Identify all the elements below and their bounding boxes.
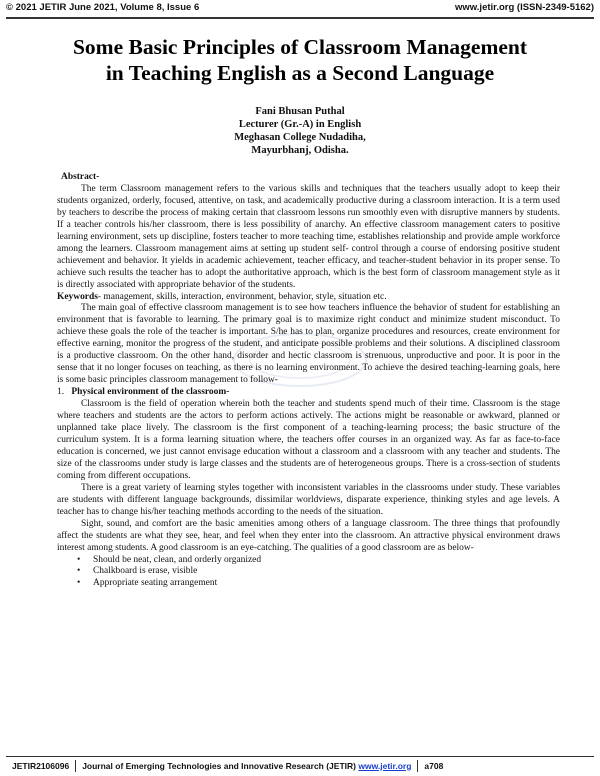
footer-journal-name: Journal of Emerging Technologies and Innovative Research (JETIR) — [82, 760, 359, 771]
section-1-number: 1. — [57, 387, 65, 398]
section-1-paragraph-3: Sight, sound, and comfort are the basic amenities among others of a language classroom. The three things that profoundly affect the students are what they see, hear, and feel when they enter into the classroom. An attractive physical environment draws interest among students. A good classroom is an eye-catching. The qualities of a good classroom are as below- — [57, 518, 560, 553]
section-1-title: Physical environment of the classroom- — [71, 387, 230, 398]
footer-page-number: a708 — [424, 760, 444, 771]
section-1-heading — [57, 387, 560, 399]
paper-title — [20, 34, 580, 86]
author-block — [20, 105, 580, 157]
abstract-text: The term Classroom management refers to the various skills and techniques that the teachers usually adopt to keep their students organized, orderly, focused, attentive, on task, and academically productive during a classroom interaction. It is a term used by teachers to describe the process of making certain that classroom lessons run smoothly even with disruptive manners by students. If a teacher controls his/her classroom, there is less possibility of anarchy. An effective classroom management caters to positive learning environment, sets up discipline, fosters teacher to more teaching time, establishes relationship and provide ample workforce among the learners. Classroom management aims at setting up student self- control through a course of endorsing positive student achievement and behavior. It yields in academic achievement, teacher efficacy, and teacher-student behavior in its proper sense. To achieve such results the teacher has to adopt the authoritative approach, which is the best form of classroom management style as it is directly associated with appropriate behavior of the students. — [57, 183, 560, 290]
footer-journal-link[interactable]: www.jetir.org — [358, 760, 412, 771]
footer-article-code: JETIR2106096 — [12, 760, 70, 771]
intro-paragraph: The main goal of effective classroom management is to see how teachers influence the behavior of student for establishing an environment that is favorable to learning. The primary goal is to maximize right conduct and minimize student misconduct. To achieve these goals the role of the teacher is important. S/he has to plan, organize procedures and resources, create environment for effective earning, monitor the progress of the student, and anticipate possible problems and their solutions. A disciplined classroom is a productive classroom. On the other hand, disorder and hectic classroom is strenuous, unproductive and poor. It is poor in the sense that it no longer focuses on teaching, as there is no learning environment. To achieve the desired teaching-learning goals, here is some basic principles classroom management to follow- — [57, 303, 560, 386]
bullet-icon: • — [77, 566, 81, 577]
author-position: Lecturer (Gr.-A) in English — [238, 119, 362, 130]
list-item: • Chalkboard is erase, visible — [77, 566, 198, 577]
author-college: Meghasan College Nudadiha, — [234, 132, 366, 143]
title-line-1: Some Basic Principles of Classroom Management — [72, 35, 528, 59]
page-footer — [6, 756, 594, 772]
article-body — [57, 172, 560, 590]
title-line-2: in Teaching English as a Second Language — [105, 61, 495, 85]
section-1-paragraph-2: There is a great variety of learning styles together with inconsistent variables in the classrooms under study. These variables are students with different language backgrounds, dissimilar worldviews, disparate experience, thinking styles and age levels. A teacher has to change his/her teaching methods according to the needs of the situation. — [57, 482, 560, 517]
header-journal-url[interactable]: www.jetir.org (ISSN-2349-5162) — [454, 2, 594, 13]
bullet-icon: • — [77, 554, 81, 565]
keywords-label: Keywords — [57, 291, 98, 302]
bullet-icon: • — [77, 578, 81, 589]
header-issue-info: © 2021 JETIR June 2021, Volume 8, Issue 6 — [6, 2, 200, 13]
footer-journal — [76, 761, 417, 771]
keywords-line — [57, 292, 560, 304]
list-item: • Should be neat, clean, and orderly organized — [77, 554, 262, 565]
list-item: • Appropriate seating arrangement — [77, 578, 218, 589]
header-divider — [6, 17, 594, 19]
classroom-qualities-list — [57, 555, 560, 591]
author-name: Fani Bhusan Puthal — [255, 106, 345, 117]
abstract-heading: Abstract- — [61, 172, 100, 182]
page-header — [6, 2, 594, 22]
author-location: Mayurbhanj, Odisha. — [251, 145, 349, 156]
section-1-paragraph-1: Classroom is the field of operation wherein both the teacher and students spend much of their time. Classroom is the stage where teachers and students are the actors to perform actions actively. The actions might be reasonable or awkward, planned or unplanned take place lively. The classroom is the first component of a teaching-learning process; the basic structure of the curriculum system. It is a forma learning situation where, the teachers offer courses in an organized way. As far as face-to-face education is concerned, we just cannot envisage education without a classroom and a classroom with any teacher and students. The size of the classrooms under study is large classes and the students are of heterogeneous groups. There is a cross-section of students coming from different occupations. — [57, 399, 560, 481]
keywords-text: - management, skills, interaction, environment, behavior, style, situation etc. — [97, 291, 387, 302]
